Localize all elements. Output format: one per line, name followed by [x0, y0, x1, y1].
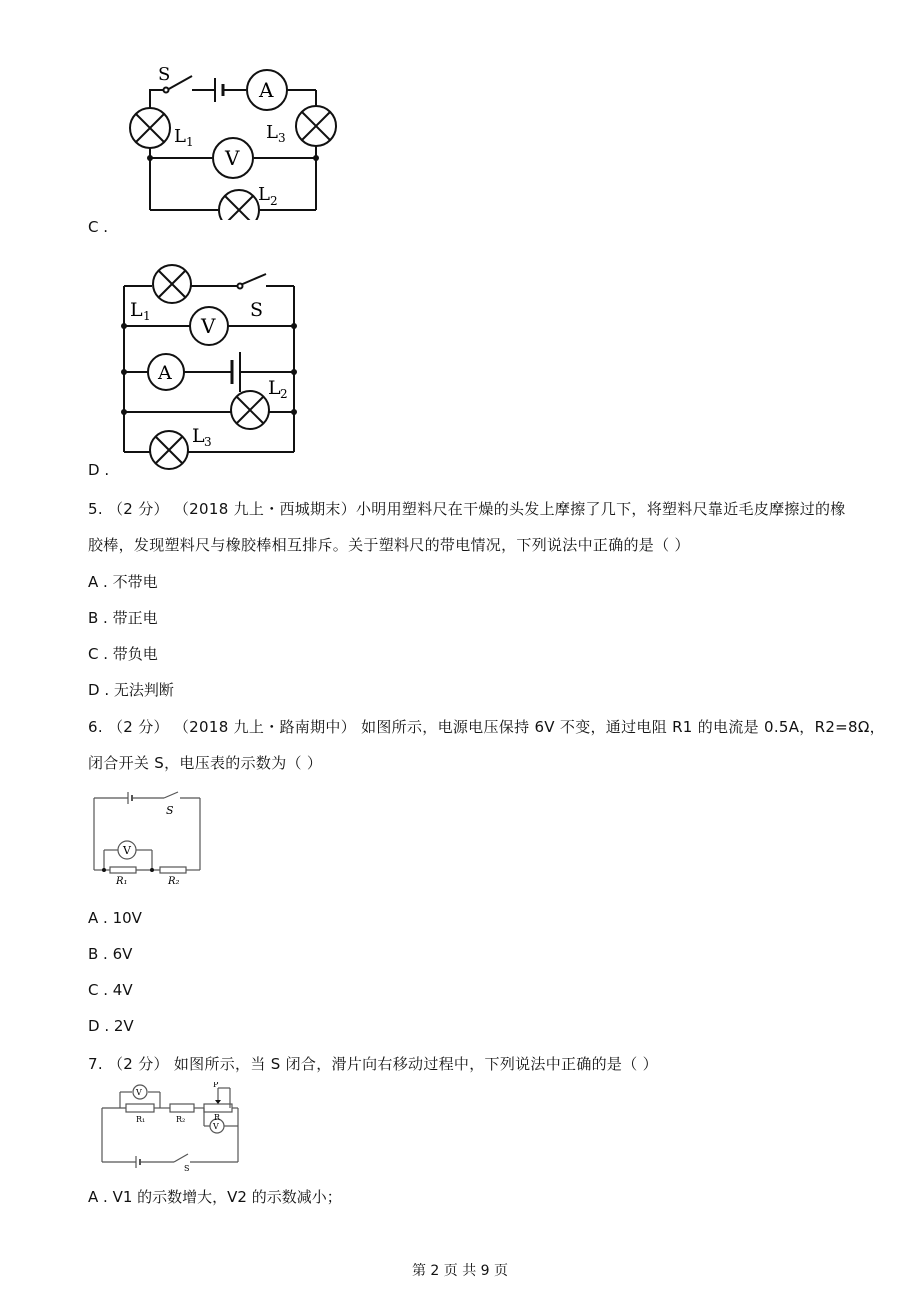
q6-option-a: A . 10V [88, 909, 142, 927]
lamp-l3-sub: 3 [278, 131, 286, 145]
lamp-l3-sub: 3 [204, 435, 212, 449]
q6-r1-label: R₁ [116, 876, 128, 886]
q6-r2-label: R₂ [168, 876, 180, 886]
q7-circuit-figure [96, 1082, 246, 1172]
q7-r-label: R [214, 1113, 221, 1122]
q5-option-b: B . 带正电 [88, 609, 158, 627]
option-d-label: D . [88, 461, 110, 479]
q5-stem-line1: 5. （2 分） （2018 九上・西城期末）小明用塑料尺在干燥的头发上摩擦了几下，将塑料尺靠近毛皮摩擦过的橡 [88, 500, 846, 518]
q7-r2-label: R₂ [176, 1115, 186, 1124]
q6-voltmeter-label: V [123, 844, 131, 857]
lamp-l2-sub: 2 [270, 194, 278, 208]
page-footer: 第 2 页 共 9 页 [411, 1263, 509, 1279]
q5-option-c: C . 带负电 [88, 645, 158, 663]
lamp-l3-label: L [266, 122, 278, 143]
q7-p-label: P [213, 1082, 219, 1089]
q5-option-d: D . 无法判断 [88, 681, 174, 699]
q6-option-b: B . 6V [88, 945, 133, 963]
q7-switch-label: S [184, 1164, 190, 1172]
q6-switch-label: S [166, 804, 174, 817]
circuit-diagram-c [120, 60, 350, 220]
lamp-l2-label: L [258, 184, 270, 205]
q7-option-a: A . V1 的示数增大，V2 的示数减小； [88, 1188, 342, 1206]
switch-label: S [158, 64, 171, 85]
q6-option-c: C . 4V [88, 981, 133, 999]
q7-v2-label: V [213, 1122, 219, 1131]
option-c-label: C . [88, 218, 109, 236]
lamp-l1-label: L [130, 299, 143, 321]
lamp-l1-sub: 1 [186, 135, 194, 149]
voltmeter-label: V [201, 314, 216, 338]
lamp-l1-sub: 1 [143, 309, 151, 323]
circuit-diagram-d [110, 262, 310, 472]
voltmeter-label: V [225, 146, 240, 170]
q5-option-a: A . 不带电 [88, 573, 158, 591]
lamp-l2-sub: 2 [280, 387, 288, 401]
q6-option-d: D . 2V [88, 1017, 134, 1035]
lamp-l2-label: L [268, 377, 281, 399]
q7-r1-label: R₁ [136, 1115, 146, 1124]
q6-stem-line1: 6. （2 分） （2018 九上・路南期中） 如图所示，电源电压保持 6V 不变，通过电阻 R1 的电流是 0.5A，R2=8Ω， [88, 718, 885, 736]
q7-stem-line1: 7. （2 分） 如图所示，当 S 闭合，滑片向右移动过程中，下列说法中正确的是（ ） [88, 1055, 658, 1073]
ammeter-label: A [158, 362, 172, 384]
lamp-l1-label: L [174, 126, 186, 147]
switch-label: S [250, 299, 264, 321]
q6-stem-line2: 闭合开关 S，电压表的示数为（ ） [88, 754, 323, 772]
ammeter-label: A [259, 78, 274, 102]
q6-circuit-figure [86, 790, 206, 886]
q7-v1-label: V [136, 1088, 142, 1097]
lamp-l3-label: L [192, 425, 205, 447]
q5-stem-line2: 胶棒，发现塑料尺与橡胶棒相互排斥。关于塑料尺的带电情况，下列说法中正确的是（ ） [88, 536, 690, 554]
